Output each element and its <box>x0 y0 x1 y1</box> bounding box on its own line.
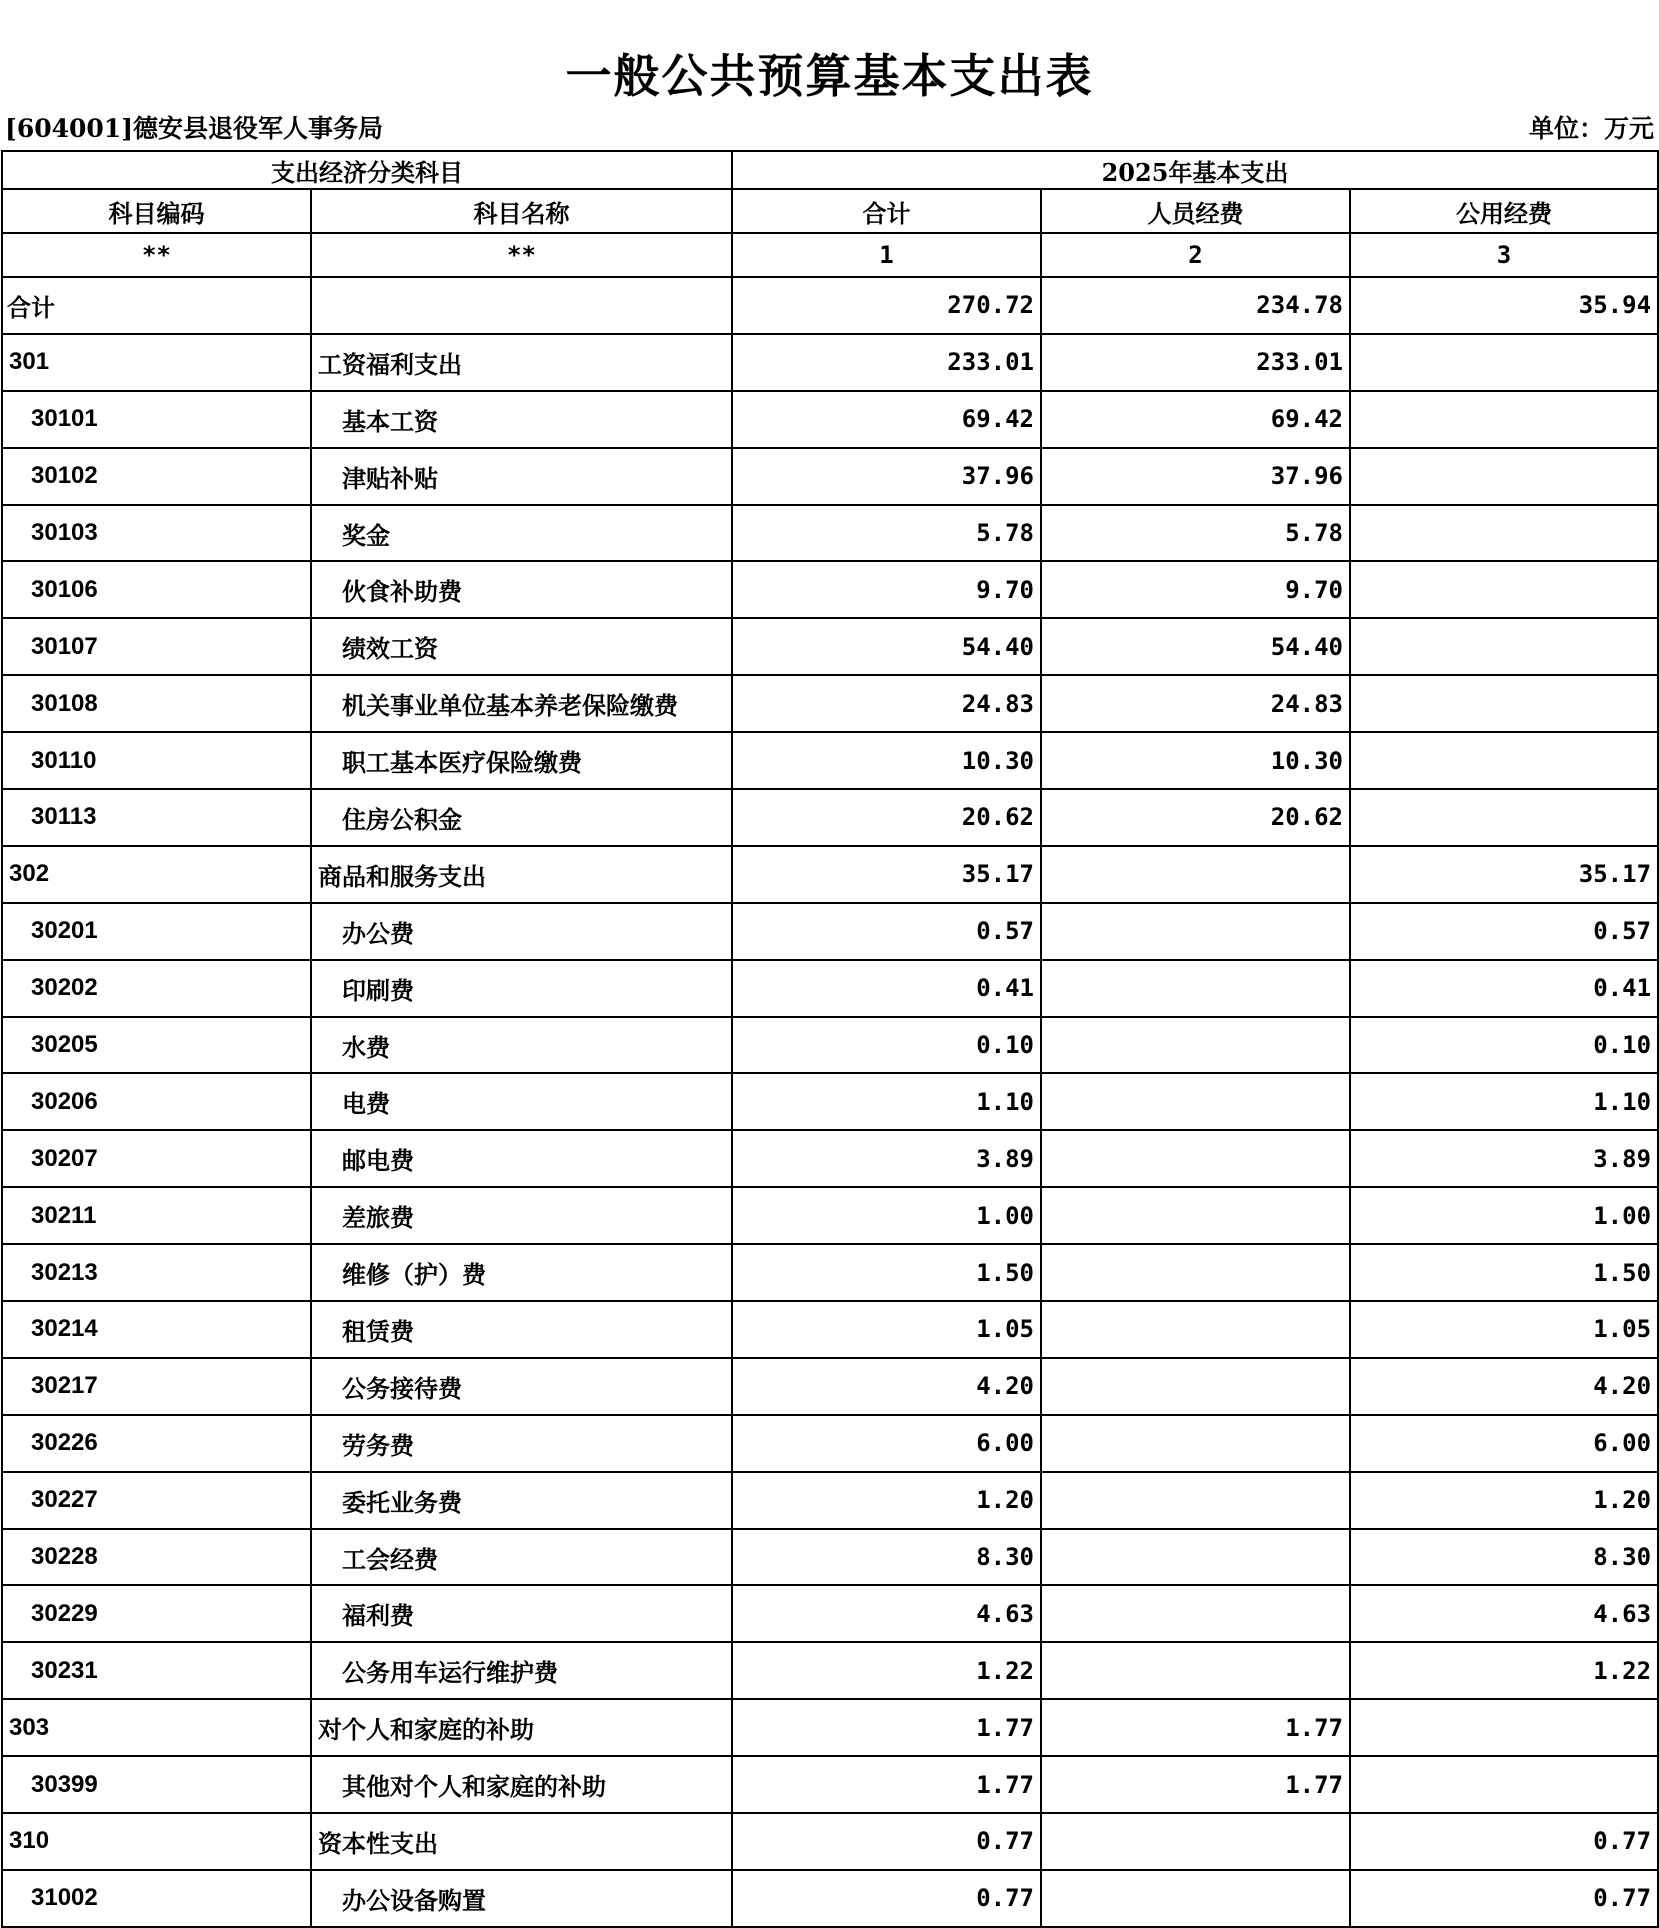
row-public: 4.20 <box>1350 1358 1658 1415</box>
budget-table <box>1 150 1659 1928</box>
row-personnel <box>1041 903 1350 960</box>
row-personnel: 20.62 <box>1041 789 1350 846</box>
row-public <box>1350 391 1658 448</box>
row-total: 20.62 <box>732 789 1041 846</box>
row-public: 0.41 <box>1350 960 1658 1017</box>
row-personnel <box>1041 846 1350 903</box>
row-name: 商品和服务支出 <box>311 846 732 903</box>
row-public <box>1350 334 1658 391</box>
row-code: 30102 <box>2 448 311 505</box>
table-row <box>2 1073 1658 1130</box>
table-row <box>2 505 1658 562</box>
row-personnel: 1.77 <box>1041 1699 1350 1756</box>
row-public: 0.77 <box>1350 1870 1658 1927</box>
table-row <box>2 391 1658 448</box>
row-total: 1.20 <box>732 1472 1041 1529</box>
table-row <box>2 1870 1658 1927</box>
row-personnel: 5.78 <box>1041 505 1350 562</box>
row-total: 24.83 <box>732 675 1041 732</box>
row-total: 10.30 <box>732 732 1041 789</box>
row-name: 机关事业单位基本养老保险缴费 <box>311 675 732 732</box>
row-total: 9.70 <box>732 561 1041 618</box>
row-name: 办公设备购置 <box>311 1870 732 1927</box>
row-public: 0.57 <box>1350 903 1658 960</box>
row-personnel <box>1041 1585 1350 1642</box>
row-total: 37.96 <box>732 448 1041 505</box>
row-code: 30201 <box>2 903 311 960</box>
index-code: ** <box>2 233 311 277</box>
row-total: 6.00 <box>732 1415 1041 1472</box>
row-code: 30206 <box>2 1073 311 1130</box>
table-row <box>2 1244 1658 1301</box>
table-row <box>2 1642 1658 1699</box>
table-row <box>2 277 1658 334</box>
row-name: 电费 <box>311 1073 732 1130</box>
row-name: 水费 <box>311 1017 732 1074</box>
row-personnel: 234.78 <box>1041 277 1350 334</box>
table-row <box>2 1130 1658 1187</box>
unit-label: 单位：万元 <box>1528 114 1654 143</box>
row-personnel <box>1041 1472 1350 1529</box>
row-code: 30107 <box>2 618 311 675</box>
row-public: 35.94 <box>1350 277 1658 334</box>
row-code: 301 <box>2 334 311 391</box>
row-public: 3.89 <box>1350 1130 1658 1187</box>
row-name: 委托业务费 <box>311 1472 732 1529</box>
index-personnel: 2 <box>1041 233 1350 277</box>
row-name: 伙食补助费 <box>311 561 732 618</box>
table-row <box>2 1585 1658 1642</box>
row-public <box>1350 732 1658 789</box>
row-code: 310 <box>2 1813 311 1870</box>
table-row <box>2 789 1658 846</box>
index-public: 3 <box>1350 233 1658 277</box>
header-total: 合计 <box>732 189 1041 233</box>
row-name: 维修（护）费 <box>311 1244 732 1301</box>
row-public <box>1350 1756 1658 1813</box>
row-name: 职工基本医疗保险缴费 <box>311 732 732 789</box>
row-personnel: 1.77 <box>1041 1756 1350 1813</box>
header-group-basic-expenditure: 2025年基本支出 <box>732 151 1658 189</box>
row-public: 1.10 <box>1350 1073 1658 1130</box>
row-code: 30217 <box>2 1358 311 1415</box>
row-total: 0.41 <box>732 960 1041 1017</box>
row-name <box>311 277 732 334</box>
row-public: 1.20 <box>1350 1472 1658 1529</box>
row-name: 印刷费 <box>311 960 732 1017</box>
table-row <box>2 1529 1658 1586</box>
row-code: 30207 <box>2 1130 311 1187</box>
row-public <box>1350 789 1658 846</box>
row-public: 1.50 <box>1350 1244 1658 1301</box>
row-name: 工资福利支出 <box>311 334 732 391</box>
row-personnel: 24.83 <box>1041 675 1350 732</box>
row-personnel <box>1041 1187 1350 1244</box>
row-public: 1.05 <box>1350 1301 1658 1358</box>
row-code: 30211 <box>2 1187 311 1244</box>
row-total: 1.77 <box>732 1756 1041 1813</box>
row-name: 差旅费 <box>311 1187 732 1244</box>
row-total: 1.77 <box>732 1699 1041 1756</box>
row-personnel: 69.42 <box>1041 391 1350 448</box>
row-name: 租赁费 <box>311 1301 732 1358</box>
row-total: 1.10 <box>732 1073 1041 1130</box>
row-total: 4.63 <box>732 1585 1041 1642</box>
row-personnel <box>1041 960 1350 1017</box>
row-name: 其他对个人和家庭的补助 <box>311 1756 732 1813</box>
row-total: 35.17 <box>732 846 1041 903</box>
table-row <box>2 1301 1658 1358</box>
header-column-row <box>2 189 1658 233</box>
row-public: 0.10 <box>1350 1017 1658 1074</box>
row-total: 0.10 <box>732 1017 1041 1074</box>
header-group-row <box>2 151 1658 189</box>
row-code: 30205 <box>2 1017 311 1074</box>
row-code: 合计 <box>2 277 311 334</box>
row-code: 302 <box>2 846 311 903</box>
row-code: 30231 <box>2 1642 311 1699</box>
header-public: 公用经费 <box>1350 189 1658 233</box>
table-row <box>2 561 1658 618</box>
row-name: 公务接待费 <box>311 1358 732 1415</box>
table-row <box>2 334 1658 391</box>
header-personnel: 人员经费 <box>1041 189 1350 233</box>
row-name: 奖金 <box>311 505 732 562</box>
row-code: 30399 <box>2 1756 311 1813</box>
row-code: 30226 <box>2 1415 311 1472</box>
row-code: 30202 <box>2 960 311 1017</box>
row-public <box>1350 561 1658 618</box>
row-public: 8.30 <box>1350 1529 1658 1586</box>
organization-label: [604001]德安县退役军人事务局 <box>5 114 384 143</box>
header-code: 科目编码 <box>2 189 311 233</box>
row-total: 69.42 <box>732 391 1041 448</box>
row-total: 1.22 <box>732 1642 1041 1699</box>
row-personnel <box>1041 1642 1350 1699</box>
table-row <box>2 1813 1658 1870</box>
row-total: 1.00 <box>732 1187 1041 1244</box>
row-personnel: 233.01 <box>1041 334 1350 391</box>
row-total: 1.50 <box>732 1244 1041 1301</box>
row-total: 0.57 <box>732 903 1041 960</box>
table-row <box>2 618 1658 675</box>
row-public: 1.00 <box>1350 1187 1658 1244</box>
row-code: 30227 <box>2 1472 311 1529</box>
row-code: 30214 <box>2 1301 311 1358</box>
row-code: 31002 <box>2 1870 311 1927</box>
row-code: 30103 <box>2 505 311 562</box>
row-personnel <box>1041 1244 1350 1301</box>
header-name: 科目名称 <box>311 189 732 233</box>
row-code: 303 <box>2 1699 311 1756</box>
row-personnel: 9.70 <box>1041 561 1350 618</box>
table-row <box>2 675 1658 732</box>
row-code: 30229 <box>2 1585 311 1642</box>
table-body <box>2 151 1658 1927</box>
row-name: 邮电费 <box>311 1130 732 1187</box>
row-total: 54.40 <box>732 618 1041 675</box>
row-personnel <box>1041 1017 1350 1074</box>
row-personnel <box>1041 1301 1350 1358</box>
row-code: 30213 <box>2 1244 311 1301</box>
row-name: 办公费 <box>311 903 732 960</box>
row-total: 3.89 <box>732 1130 1041 1187</box>
header-index-row <box>2 233 1658 277</box>
row-personnel <box>1041 1415 1350 1472</box>
table-row <box>2 1017 1658 1074</box>
row-name: 对个人和家庭的补助 <box>311 1699 732 1756</box>
row-name: 津贴补贴 <box>311 448 732 505</box>
row-name: 劳务费 <box>311 1415 732 1472</box>
row-total: 233.01 <box>732 334 1041 391</box>
row-public: 35.17 <box>1350 846 1658 903</box>
row-total: 4.20 <box>732 1358 1041 1415</box>
row-personnel <box>1041 1073 1350 1130</box>
index-name: ** <box>311 233 732 277</box>
row-name: 资本性支出 <box>311 1813 732 1870</box>
row-personnel: 54.40 <box>1041 618 1350 675</box>
table-row <box>2 732 1658 789</box>
table-row <box>2 1415 1658 1472</box>
row-public: 4.63 <box>1350 1585 1658 1642</box>
row-public <box>1350 448 1658 505</box>
row-code: 30110 <box>2 732 311 789</box>
row-total: 5.78 <box>732 505 1041 562</box>
row-name: 绩效工资 <box>311 618 732 675</box>
row-total: 8.30 <box>732 1529 1041 1586</box>
row-name: 福利费 <box>311 1585 732 1642</box>
table-row <box>2 1699 1658 1756</box>
row-total: 0.77 <box>732 1813 1041 1870</box>
row-personnel: 10.30 <box>1041 732 1350 789</box>
header-group-classification: 支出经济分类科目 <box>2 151 732 189</box>
row-public <box>1350 505 1658 562</box>
row-total: 0.77 <box>732 1870 1041 1927</box>
row-total: 270.72 <box>732 277 1041 334</box>
table-row <box>2 1756 1658 1813</box>
row-public: 0.77 <box>1350 1813 1658 1870</box>
row-public: 1.22 <box>1350 1642 1658 1699</box>
row-personnel <box>1041 1358 1350 1415</box>
row-code: 30101 <box>2 391 311 448</box>
page-title: 一般公共预算基本支出表 <box>565 49 1094 103</box>
row-personnel: 37.96 <box>1041 448 1350 505</box>
row-code: 30106 <box>2 561 311 618</box>
row-total: 1.05 <box>732 1301 1041 1358</box>
row-code: 30228 <box>2 1529 311 1586</box>
row-name: 公务用车运行维护费 <box>311 1642 732 1699</box>
row-code: 30108 <box>2 675 311 732</box>
row-public <box>1350 675 1658 732</box>
index-total: 1 <box>732 233 1041 277</box>
table-row <box>2 1472 1658 1529</box>
row-name: 工会经费 <box>311 1529 732 1586</box>
table-row <box>2 448 1658 505</box>
table-row <box>2 903 1658 960</box>
table-row <box>2 1187 1658 1244</box>
row-name: 住房公积金 <box>311 789 732 846</box>
row-public <box>1350 618 1658 675</box>
row-personnel <box>1041 1130 1350 1187</box>
table-row <box>2 960 1658 1017</box>
row-personnel <box>1041 1529 1350 1586</box>
table-row <box>2 1358 1658 1415</box>
row-name: 基本工资 <box>311 391 732 448</box>
table-row <box>2 846 1658 903</box>
row-code: 30113 <box>2 789 311 846</box>
row-public <box>1350 1699 1658 1756</box>
row-public: 6.00 <box>1350 1415 1658 1472</box>
row-personnel <box>1041 1813 1350 1870</box>
row-personnel <box>1041 1870 1350 1927</box>
